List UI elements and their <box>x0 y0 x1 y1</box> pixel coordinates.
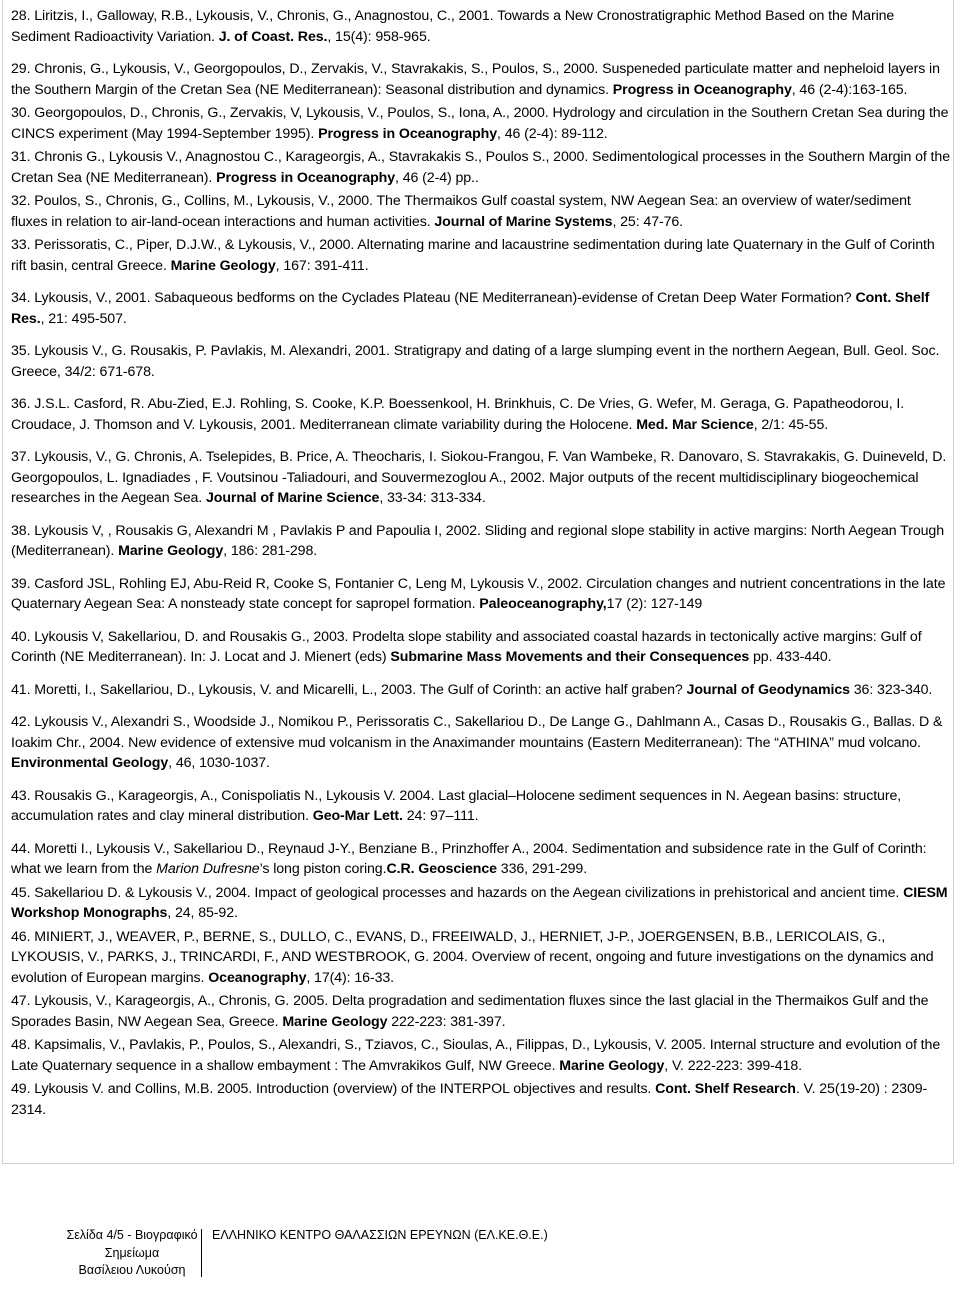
footer-page-line1: Σελίδα 4/5 - Βιογραφικό <box>66 1228 198 1242</box>
reference-text: 35. Lykousis V., G. Rousakis, P. Pavlakis, M. Alexandri, 2001. Stratigrapy and dating of a large slumping event in the northern Aegean, Bull. Geol. Soc. Greece, 34/2: 671-678. <box>11 343 940 380</box>
reference-text: ’s long piston coring. <box>259 861 387 877</box>
reference-item <box>11 1079 951 1120</box>
reference-item <box>11 786 951 827</box>
reference-text: , 46 (2-4):163-165. <box>791 81 908 98</box>
reference-text: , 24, 85-92. <box>167 905 238 921</box>
reference-text: . V. 25(19-20) : 2309-2314. <box>11 1081 928 1118</box>
reference-text: pp. 433-440. <box>749 649 832 665</box>
reference-source: Geo-Mar Lett. <box>312 808 403 824</box>
reference-item <box>11 103 951 144</box>
reference-item <box>11 680 951 701</box>
reference-item <box>11 6 951 47</box>
footer-page-line2: Σημείωμα <box>104 1245 160 1260</box>
reference-text: , 25: 47-76. <box>612 213 684 230</box>
reference-source: C.R. Geoscience <box>386 861 497 877</box>
reference-text: 222-223: 381-397. <box>387 1013 506 1030</box>
reference-source: Progress in Oceanography <box>318 125 498 142</box>
reference-source: Journal of Geodynamics <box>686 681 850 698</box>
reference-text: 29. Chronis, G., Lykousis, V., Georgopoulos, D., Zervakis, V., Stavrakakis, S., Poulos, S., 2000. Suspeneded particulate matter and nepheloid layers in the Southern Margin of the Cretan Sea (NE Mediterranean): Seasonal distribution and dynamics. <box>11 61 940 98</box>
reference-source: Oceanography <box>208 969 307 986</box>
reference-text: , 46, 1030-1037. <box>168 755 270 771</box>
reference-text: 28. Liritzis, I., Galloway, R.B., Lykousis, V., Chronis, G., Anagnostou, C., 2001. Towards a New Cronostratigraphic Method Based on the Marine Sediment Radioactivity Variation. <box>11 8 895 45</box>
reference-item <box>11 235 951 276</box>
reference-text: , 46 (2-4) pp.. <box>395 169 479 186</box>
reference-item <box>11 574 951 615</box>
reference-source: Paleoceanography, <box>479 596 607 612</box>
reference-source: Marine Geology <box>118 543 224 559</box>
reference-source: Med. Mar Science <box>636 416 754 433</box>
reference-source: Environmental Geology <box>11 755 169 771</box>
reference-text: 47. Lykousis, V., Karageorgis, A., Chronis, G. 2005. Delta progradation and sedimentation fluxes since the last glacial in the Thermaikos Gulf and the Sporades Basin, NW Aegean Sea, Greece. <box>11 993 929 1030</box>
reference-emphasis: Marion Dufresne <box>156 861 260 877</box>
reference-source: Cont. Shelf Res. <box>11 290 930 327</box>
reference-text: 33. Perissoratis, C., Piper, D.J.W., & Lykousis, V., 2000. Alternating marine and lacaustrine sedimentation during late Quaternary in the Gulf of Corinth rift basin, central Greece. <box>11 237 935 274</box>
reference-list <box>11 6 951 1123</box>
footer-page-line3: Βασίλειου Λυκούση <box>78 1263 186 1277</box>
reference-item <box>11 991 951 1032</box>
reference-item <box>11 712 951 774</box>
reference-source: Marine Geology <box>282 1013 388 1030</box>
reference-text: , 186: 281-298. <box>223 543 318 559</box>
reference-text: 40. Lykousis V, Sakellariou, D. and Rousakis G., 2003. Prodelta slope stability and associated coastal hazards in tectonically active margins: Gulf of Corinth (NE Mediterranean). In: J. Locat and J. Mienert (eds) <box>11 628 922 665</box>
reference-text: , 167: 391-411. <box>275 257 369 274</box>
reference-item <box>11 147 951 188</box>
reference-text: 32. Poulos, S., Chronis, G., Collins, M., Lykousis, V., 2000. The Thermaikos Gulf coastal system, NW Aegean Sea: an overview of water/sediment fluxes in relation to air-land-ocean interactions and human activities. <box>11 193 911 230</box>
reference-source: CIESM Workshop Monographs <box>11 884 948 921</box>
reference-text: 30. Georgopoulos, D., Chronis, G., Zervakis, V, Lykousis, V., Poulos, S., Iona, A., 2000. Hydrology and circulation in the Southern Cretan Sea during the CINCS experiment (May 1994-September 1995). <box>11 105 949 142</box>
reference-item <box>11 521 951 562</box>
reference-item <box>11 191 951 232</box>
footer-page-info <box>62 1227 202 1280</box>
reference-item <box>11 927 951 989</box>
reference-item <box>11 341 951 382</box>
reference-text: 45. Sakellariou D. & Lykousis V., 2004. Impact of geological processes and hazards on the Aegean civilizations in prehistorical and ancient time. <box>11 884 904 901</box>
reference-text: 24: 97–111. <box>402 808 479 824</box>
reference-text: 336, 291-299. <box>496 861 588 877</box>
reference-text: , 46 (2-4): 89-112. <box>497 125 608 142</box>
footer-organization: ΕΛΛΗΝΙΚΟ ΚΕΝΤΡΟ ΘΑΛΑΣΣΙΩΝ ΕΡΕΥΝΩΝ (ΕΛ.ΚΕ.Θ.Ε.) <box>212 1228 548 1242</box>
reference-text: 44. Moretti I., Lykousis V., Sakellariou D., Reynaud J-Y., Benziane B., Prinzhoffer A., 2004. Sedimentation and subsidence rate in the Gulf of Corinth: what we learn from the <box>11 840 927 877</box>
reference-text: 34. Lykousis, V., 2001. Sabaqueous bedforms on the Cyclades Plateau (NE Mediterranean)-evidense of Cretan Deep Water Formation? <box>11 290 856 306</box>
reference-source: Journal of Marine Science <box>205 490 380 506</box>
reference-item <box>11 839 951 880</box>
reference-text: 39. Casford JSL, Rohling EJ, Abu-Reid R, Cooke S, Fontanier C, Leng M, Lykousis V., 2002. Circulation changes and nutrient concentrations in the late Quaternary Aegean Sea: A nonsteady state concept for sapropel formation. <box>11 575 946 612</box>
reference-text: 46. MINIERT, J., WEAVER, P., BERNE, S., DULLO, C., EVANS, D., FREEIWALD, J., HERNIET, J-P., JOERGENSEN, B.B., LERICOLAIS, G., LYKOUSIS, V., PARKS, J., TRINCARDI, F., AND WESTBROOK, G. 2004. Overview of recent, ongoing and future investigations on the dynamics and evolution of European margins. <box>11 928 934 986</box>
reference-source: Progress in Oceanography <box>216 169 396 186</box>
reference-item <box>11 59 951 100</box>
reference-text: , 15(4): 958-965. <box>327 28 431 45</box>
reference-text: , V. 222-223: 399-418. <box>664 1057 802 1074</box>
reference-item <box>11 447 951 509</box>
reference-text: , 2/1: 45-55. <box>753 416 829 433</box>
reference-source: Progress in Oceanography <box>612 81 792 98</box>
reference-text: 49. Lykousis V. and Collins, M.B. 2005. Introduction (overview) of the INTERPOL objectives and results. <box>11 1081 656 1097</box>
reference-text: , 33-34: 313-334. <box>379 490 486 506</box>
reference-item <box>11 394 951 435</box>
reference-text: 41. Moretti, I., Sakellariou, D., Lykousis, V. and Micarelli, L., 2003. The Gulf of Corinth: an active half graben? <box>11 681 687 698</box>
reference-text: 38. Lykousis V, , Rousakis G, Alexandri M , Pavlakis P and Papoulia I, 2002. Sliding and regional slope stability in active margins: North Aegean Trough (Mediterranean). <box>11 522 945 559</box>
reference-source: J. of Coast. Res. <box>218 28 328 45</box>
reference-text: 17 (2): 127-149 <box>606 596 703 612</box>
reference-text: 48. Kapsimalis, V., Pavlakis, P., Poulos, S., Alexandri, S., Tziavos, C., Sioulas, A., Filippas, D., Lykousis, V. 2005. Internal structure and evolution of the Late Quaternary sequence in a shallow embayment : The Amvrakikos Gulf, NW Greece. <box>11 1037 941 1074</box>
reference-source: Marine Geology <box>170 257 276 274</box>
reference-source: Journal of Marine Systems <box>434 213 613 230</box>
reference-item <box>11 1035 951 1076</box>
reference-item <box>11 288 951 329</box>
reference-item <box>11 883 951 924</box>
reference-text: 43. Rousakis G., Karageorgis, A., Conispoliatis N., Lykousis V. 2004. Last glacial–Holocene sediment sequences in N. Aegean basins: structure, accumulation rates and clay mineral distribution. <box>11 787 902 824</box>
footer-divider <box>201 1229 202 1277</box>
reference-item <box>11 627 951 668</box>
reference-text: 36: 323-340. <box>849 681 933 698</box>
reference-text: 36. J.S.L. Casford, R. Abu-Zied, E.J. Rohling, S. Cooke, K.P. Boessenkool, H. Brinkhuis, C. De Vries, G. Wefer, M. Geraga, G. Papatheodorou, I. Croudace, J. Thomson and V. Lykousis, 2001. Mediterranean climate variability during the Holocene. <box>11 396 905 433</box>
reference-text: , 21: 495-507. <box>40 310 127 327</box>
reference-text: , 17(4): 16-33. <box>306 969 394 986</box>
reference-source: Submarine Mass Movements and their Consequences <box>390 649 750 665</box>
reference-text: 37. Lykousis, V., G. Chronis, A. Tselepides, B. Price, A. Theocharis, I. Siokou-Frangou, F. Van Wambeke, R. Danovaro, S. Stavrakakis, G. Duineveld, D. Georgopoulos, L. Ignadiades , F. Voutsinou -Taliadouri, and Souvermezoglou A., 2002. Major outputs of the recent multidisciplinary biogeochemical researches in the Aegean Sea. <box>11 449 947 506</box>
reference-text: 31. Chronis G., Lykousis V., Anagnostou C., Karageorgis, A., Stavrakakis S., Poulos S., 2000. Sedimentological processes in the Southern Margin of the Cretan Sea (NE Mediterranean). <box>11 149 950 186</box>
reference-source: Marine Geology <box>559 1057 665 1074</box>
reference-source: Cont. Shelf Research <box>655 1081 796 1097</box>
reference-text: 42. Lykousis V., Alexandri S., Woodside J., Nomikou P., Perissoratis C., Sakellariou D., De Lange G., Dahlmann A., Casas D., Rousakis G., Ballas. D & Ioakim Chr., 2004. New evidence of extensive mud volcanism in the Anaximander mountains (Eastern Mediterranean): The “ATHINA” mud volcano. <box>11 714 943 751</box>
